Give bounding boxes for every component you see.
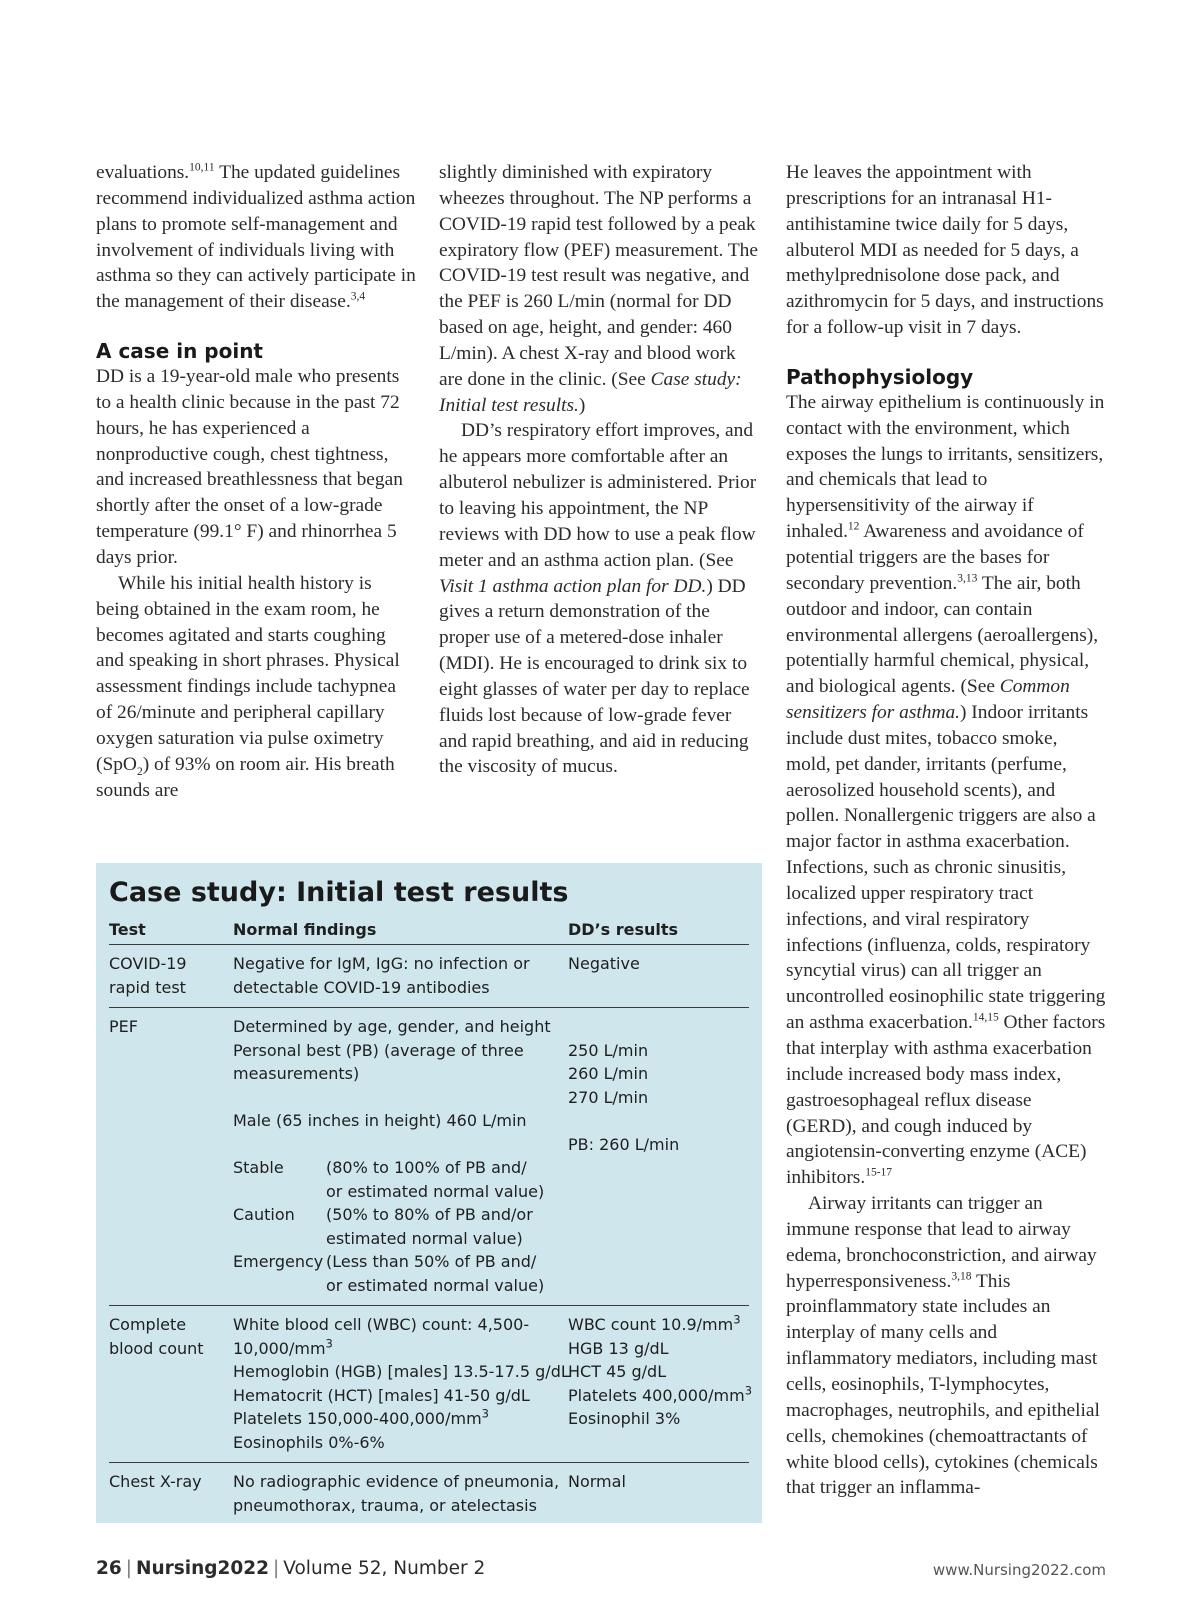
column-1: [96, 160, 416, 803]
header-test: Test: [109, 920, 146, 939]
case-paragraph-3: slightly diminished with expiratory wheezes throughout. The NP performs a COVID-19 rapid test followed by a peak expiratory flow (PEF) measurement. The COVID-19 test result was negative, and the PEF is 260 L/min (normal for DD based on age, height, and gender: 460 L/min). A chest X-ray and blood work are done in the clinic. (See Case study: Initial test results.): [439, 162, 758, 416]
table-header-row: [109, 917, 749, 945]
table-title: Case study: Initial test results: [109, 877, 569, 908]
case-paragraph-2: While his initial health history is being obtained in the exam room, he becomes agitated and starts coughing and speaking in short phrases. Physical assessment findings include tachypnea of 26/minute and peripheral capillary oxygen saturation via pulse oximetry (SpO$_2$) of 93% on room air. His breath sounds are: [96, 572, 400, 801]
column-2: [439, 160, 759, 780]
page-footer: [96, 1555, 1106, 1583]
section-heading-pathophysiology: Pathophysiology: [786, 364, 974, 389]
cell-test: COVID-19 rapid test: [109, 954, 187, 997]
cell-normal: Determined by age, gender, and height Personal best (PB) (average of three measurements) Male (65 inches in height) 460 L/min Stable (80% to 100% of PB and/ or estimated normal value) Caution (50% to 80% of PB and/or estimated normal value) Emergency (Less than 50% of PB and/ or estimated normal value): [233, 1015, 568, 1297]
pef-level-stable: Stable (80% to 100% of PB and/ or estimated normal value): [233, 1158, 545, 1201]
page-number: 26: [96, 1558, 122, 1579]
column-3: [786, 160, 1106, 1501]
table-row-covid: [109, 945, 749, 1008]
section-heading-case: A case in point: [96, 339, 263, 364]
pef-level-caution: Caution (50% to 80% of PB and/or estimated normal value): [233, 1205, 533, 1248]
cell-result: 250 L/min 260 L/min 270 L/min PB: 260 L/min: [568, 1040, 680, 1154]
table-row-pef: [109, 1008, 749, 1306]
patho-paragraph-2: Airway irritants can trigger an immune response that lead to airway edema, bronchoconstriction, and airway hyperresponsiveness.$^{3,18}$ This proinflammatory state includes an interplay of many cells and inflammatory mediators, including mast cells, eosinophils, T-lymphocytes, macrophages, neutrophils, and epithelial cells, chemokines (chemoattractants of white blood cells), cytokines (chemicals that trigger an inflamma-: [786, 1193, 1100, 1499]
cell-test: Chest X-ray: [109, 1472, 202, 1491]
footer-url: www.Nursing2022.com: [932, 1561, 1106, 1579]
cell-result: Negative: [568, 954, 640, 973]
pef-level-emergency: Emergency (Less than 50% of PB and/ or estimated normal value): [233, 1252, 545, 1295]
cell-normal: Negative for IgM, IgG: no infection or detectable COVID-19 antibodies: [233, 954, 530, 997]
cell-test: Complete blood count: [109, 1315, 204, 1358]
cell-result: Normal: [568, 1472, 626, 1491]
cell-test: PEF: [109, 1017, 138, 1036]
cell-normal: White blood cell (WBC) count: 4,500- $10,000/mm^3$ Hemoglobin (HGB) [males] 13.5-17.5 g/dL Hematocrit (HCT) [males] 41-50 g/dL Platelets $150,000-400,000/mm^3$ Eosinophils 0%-6%: [233, 1315, 570, 1452]
intro-paragraph: evaluations.$^{10,11}$ The updated guidelines recommend individualized asthma action plans to promote self-management and involvement of individuals living with asthma so they can actively participate in the management of their disease.$^{3,4}$: [96, 161, 416, 313]
footer-folio: 26 | Nursing2022 | Volume 52, Number 2: [96, 1558, 486, 1579]
cell-normal: No radiographic evidence of pneumonia, pneumothorax, trauma, or atelectasis: [233, 1472, 560, 1515]
table-row-cbc: [109, 1306, 753, 1463]
case-paragraph-4: DD’s respiratory effort improves, and he appears more comfortable after an albuterol nebulizer is administered. Prior to leaving his appointment, the NP reviews with DD how to use a peak flow meter and an asthma action plan. (See Visit 1 asthma action plan for DD.) DD gives a return demonstration of the proper use of a metered-dose inhaler (MDI). He is encouraged to drink six to eight glasses of water per day to replace fluids lost because of low-grade fever and rapid breathing, and aid in reducing the viscosity of mucus.: [439, 420, 757, 778]
magazine-name: Nursing2022: [135, 1558, 270, 1579]
table-row-xray: [109, 1463, 749, 1525]
case-study-table: [96, 863, 762, 1523]
table-body: [109, 945, 753, 1525]
case-paragraph-5: He leaves the appointment with prescriptions for an intranasal H1-antihistamine twice daily for 5 days, albuterol MDI as needed for 5 days, a methylprednisolone dose pack, and azithromycin for 5 days, and instructions for a follow-up visit in 7 days.: [786, 162, 1104, 339]
case-paragraph-1: DD is a 19-year-old male who presents to a health clinic because in the past 72 hours, he has experienced a nonproductive cough, chest tightness, and increased breathlessness that began shortly after the onset of a low-grade temperature (99.1° F) and rhinorrhea 5 days prior.: [96, 366, 403, 568]
patho-paragraph-1: The airway epithelium is continuously in contact with the environment, which exposes the lungs to irritants, sensitizers, and chemicals that lead to hypersensitivity of the airway if inhaled.$^{12}$ Awareness and avoidance of potential triggers are the bases for secondary prevention.$^{3,13}$ The air, both outdoor and indoor, can contain environmental allergens (aeroallergens), potentially harmful chemical, physical, and biological agents. (See Common sensitizers for asthma.) Indoor irritants include dust mites, tobacco smoke, mold, pet dander, irritants (perfume, aerosolized household scents), and pollen. Nonallergenic triggers are also a major factor in asthma exacerbation. Infections, such as chronic sinusitis, localized upper respiratory tract infections, and viral respiratory infections (influenza, colds, respiratory syncytial virus) can all trigger an uncontrolled eosinophilic state triggering an asthma exacerbation.$^{14,15}$ Other factors that interplay with asthma exacerbation include increased body mass index, gastroesophageal reflux disease (GERD), and cough induced by angiotensin-converting enzyme (ACE) inhibitors.$^{15-17}$: [786, 391, 1106, 1189]
header-normal-findings: Normal findings: [233, 920, 377, 939]
issue-info: Volume 52, Number 2: [283, 1558, 486, 1579]
header-results: DD’s results: [568, 920, 679, 939]
cell-result: WBC count $10.9/mm^3$ HGB 13 g/dL HCT 45 g/dL Platelets $400,000/mm^3$ Eosinophil 3%: [568, 1312, 753, 1428]
